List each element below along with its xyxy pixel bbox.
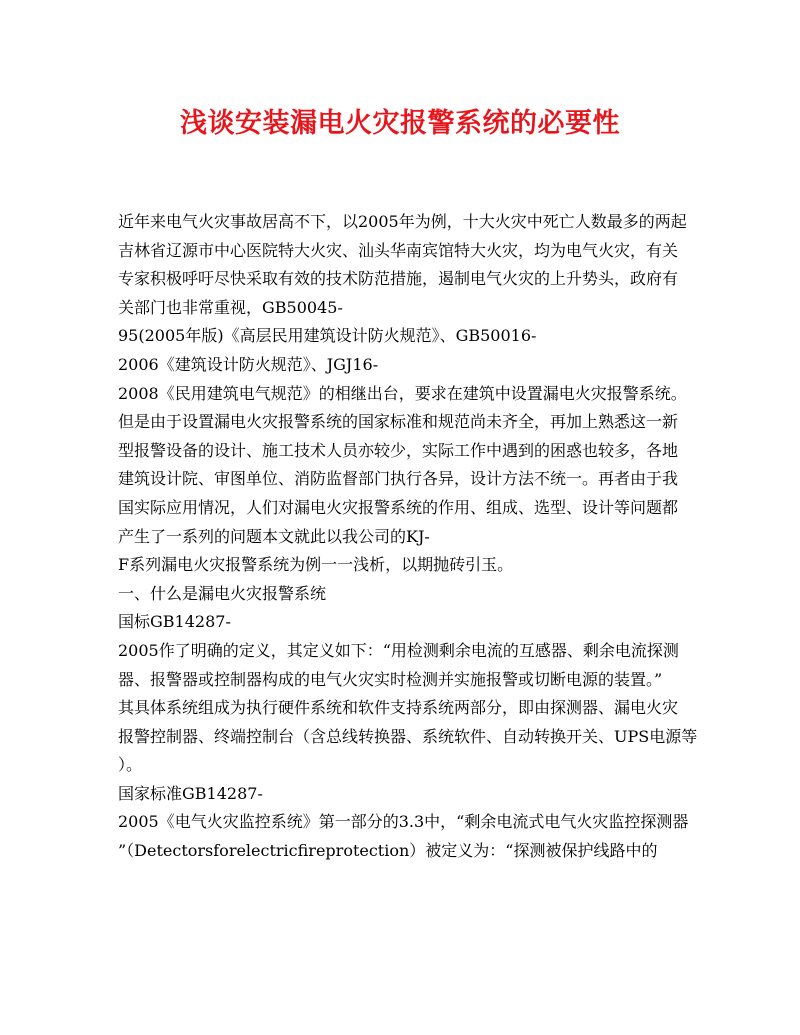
body-line: 建筑设计院、审图单位、消防监督部门执行各异，设计方法不统一。再者由于我 (118, 469, 679, 489)
body-line: 近年来电气火灾事故居高不下，以2005年为例，十大火灾中死亡人数最多的两起 (118, 212, 687, 231)
body-line: ”（Detectorsforelectricfireprotection）被定义为：“探测被保护线路中的 (118, 841, 658, 861)
body-line: 但是由于设置漏电火灾报警系统的国家标准和规范尚未齐全，再加上熟悉这一新 (118, 412, 679, 432)
body-line: 2006《建筑设计防火规范》、JGJ16- (118, 354, 379, 374)
document-body (118, 208, 708, 866)
body-line: 国家标准GB14287- (118, 783, 263, 803)
body-line: 型报警设备的设计、施工技术人员亦较少，实际工作中遇到的困惑也较多，各地 (118, 440, 679, 460)
body-line: 吉林省辽源市中心医院特大火灾、汕头华南宾馆特大火灾，均为电气火灾，有关 (118, 240, 679, 260)
body-line: 关部门也非常重视，GB50045- (118, 297, 343, 317)
body-line: 器、报警器或控制器构成的电气火灾实时检测并实施报警或切断电源的装置。” (118, 669, 663, 689)
body-line: 报警控制器、终端控制台（含总线转换器、系统软件、自动转换开关、UPS电源等 (118, 726, 698, 746)
body-line: 国标GB14287- (118, 612, 231, 632)
body-line: 2005作了明确的定义，其定义如下：“用检测剩余电流的互感器、剩余电流探测 (118, 640, 679, 660)
body-line: 产生了一系列的问题本文就此以我公司的KJ- (118, 526, 430, 546)
body-line: F系列漏电火灾报警系统为例一一浅析，以期抛砖引玉。 (118, 555, 514, 575)
body-line: 其具体系统组成为执行硬件系统和软件支持系统两部分，即由探测器、漏电火灾 (118, 698, 679, 718)
body-line: 国实际应用情况，人们对漏电火灾报警系统的作用、组成、选型、设计等问题都 (118, 497, 679, 517)
document-title: 浅谈安装漏电火灾报警系统的必要性 (180, 108, 620, 139)
body-line: 95(2005年版)《高层民用建筑设计防火规范》、GB50016- (118, 326, 537, 346)
body-line: 一、什么是漏电火灾报警系统 (118, 583, 327, 603)
body-line: 2005《电气火灾监控系统》第一部分的3.3中，“剩余电流式电气火灾监控探测器 (118, 812, 689, 832)
body-line: ）。 (118, 755, 143, 775)
body-line: 2008《民用建筑电气规范》的相继出台，要求在建筑中设置漏电火灾报警系统。 (118, 383, 687, 403)
body-line: 专家积极呼吁尽快采取有效的技术防范措施，遏制电气火灾的上升势头，政府有 (118, 269, 679, 289)
